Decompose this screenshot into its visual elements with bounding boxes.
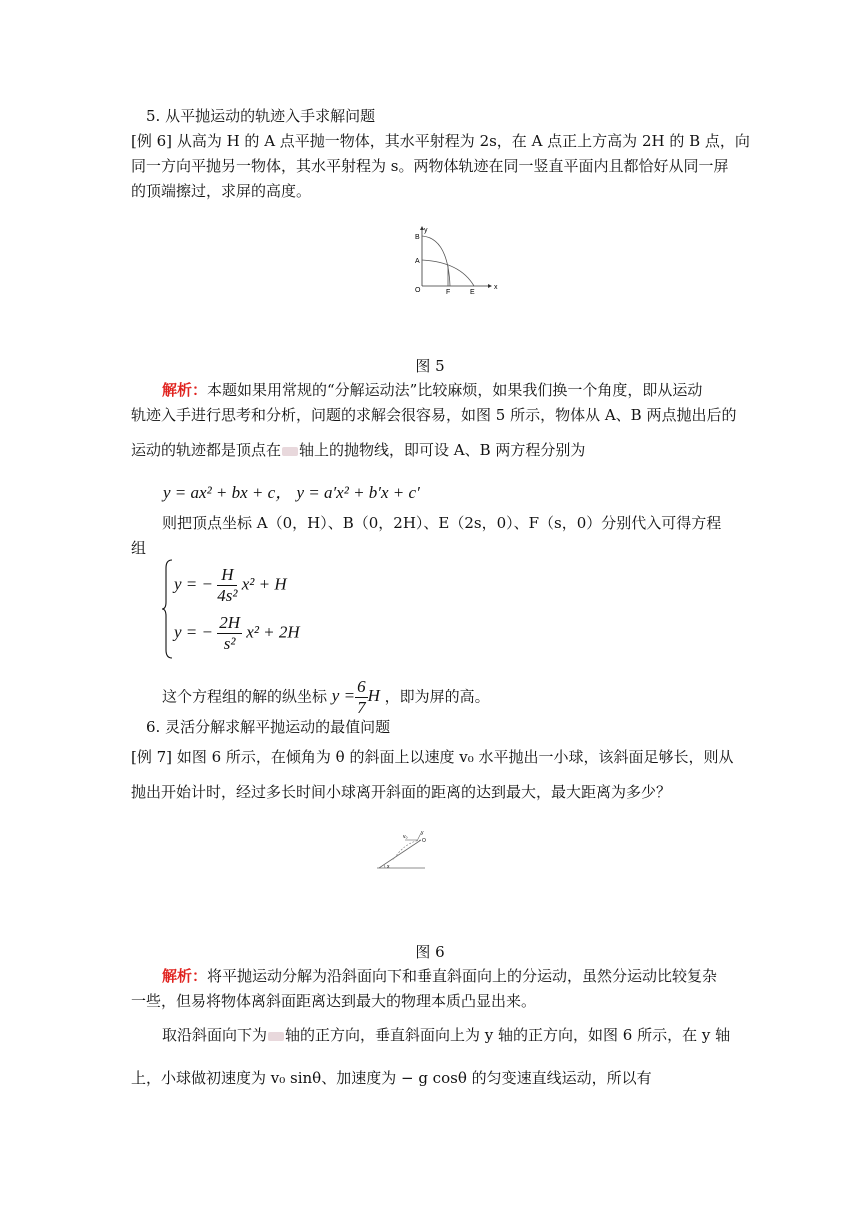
conclusion-text-b: ，即为屏的高。	[384, 687, 490, 706]
analysis-6-label: 解析：	[162, 967, 208, 985]
figure-6-label-x: x	[387, 864, 390, 870]
trajectory-equations: y = ax² + bx + c， y = a′x² + b′x + c′	[163, 483, 420, 502]
figure-5-parabolas	[412, 226, 502, 296]
conclusion-line	[162, 677, 490, 718]
figure-5-caption: 图 5	[415, 357, 445, 375]
system-eq-1-den: 4s²	[217, 586, 238, 605]
system-equation-2	[174, 613, 300, 654]
analysis-6-text-1: 将平抛运动分解为沿斜面向下和垂直斜面向上的分运动，虽然分运动比较复杂	[207, 967, 718, 985]
system-eq-1-rhs: x² + H	[241, 574, 287, 594]
system-eq-1-lhs: y = −	[174, 574, 213, 594]
example-6-label: [例 6]	[131, 132, 173, 150]
analysis-5-text-3a: 运动的轨迹都是顶点在	[131, 441, 282, 459]
conclusion-eq-rhs: H	[367, 686, 380, 706]
axis-text-a: 取沿斜面向下为	[162, 1026, 268, 1044]
conclusion-text-a: 这个方程组的解的纵坐标	[162, 687, 328, 706]
substitute-line-1: 则把顶点坐标 A（0，H）、B（0，2H）、E（2s，0）、F（s，0）分别代入可得方程	[162, 514, 722, 532]
example-7-label: [例 7]	[131, 748, 173, 766]
analysis-5-text-1: 本题如果用常规的“分解运动法”比较麻烦，如果我们换一个角度，即从运动	[207, 381, 703, 399]
figure-6-angle-arc	[384, 865, 385, 868]
example-7-line-2: 抛出开始计时，经过多长时间小球离开斜面的距离的达到最大，最大距离为多少？	[131, 783, 672, 801]
conclusion-den: 7	[357, 698, 366, 717]
analysis-6-line-1	[162, 966, 717, 986]
figure-6-label-y: y	[421, 830, 424, 836]
system-eq-2-den: s²	[223, 634, 236, 653]
figure-6-incline	[375, 828, 431, 872]
motion-description-line: 上，小球做初速度为 v₀ sinθ、加速度为 − g cosθ 的匀变速直线运动，所以有	[131, 1069, 652, 1087]
system-equation-1	[174, 565, 287, 606]
x-symbol-image	[282, 447, 298, 456]
figure-5-label-f: F	[446, 289, 451, 296]
example-6-line-1	[131, 131, 750, 151]
figure-5-label-e: E	[470, 289, 475, 296]
conclusion-fraction	[355, 677, 368, 718]
example-6-line-3: 的顶端擦过，求屏的高度。	[131, 182, 312, 200]
section-6-heading: 6. 灵活分解求解平抛运动的最值问题	[146, 718, 391, 736]
figure-5-label-b: B	[415, 234, 420, 241]
analysis-5-text-3b: 轴上的抛物线，即可设 A、B 两方程分别为	[299, 441, 586, 459]
analysis-5-line-3	[131, 440, 585, 460]
axis-text-b: 轴的正方向，垂直斜面向上为 y 轴的正方向，如图 6 所示，在 y 轴	[285, 1026, 731, 1044]
analysis-5-line-1	[162, 380, 702, 400]
figure-6-slope	[379, 840, 421, 868]
example-6-text-1: 从高为 H 的 A 点平抛一物体，其水平射程为 2s，在 A 点正上方高为 2H 的 B 点，向	[176, 132, 750, 150]
system-eq-2-lhs: y = −	[174, 622, 213, 642]
system-brace	[162, 558, 174, 660]
analysis-5-label: 解析：	[162, 381, 208, 399]
section-5-heading: 5. 从平抛运动的轨迹入手求解问题	[146, 107, 376, 125]
figure-5-x-arrow	[488, 284, 492, 288]
analysis-6-line-2: 一些，但易将物体离斜面距离达到最大的物理本质凸显出来。	[131, 992, 537, 1010]
example-6-line-2: 同一方向平抛另一物体，其水平射程为 s。两物体轨迹在同一竖直平面内且都恰好从同一屏	[131, 157, 729, 175]
figure-5-label-x: x	[494, 284, 498, 291]
substitute-line-2: 组	[131, 539, 147, 557]
figure-6-label-o: O	[422, 838, 426, 844]
system-eq-1-fraction	[217, 565, 237, 606]
axis-definition-line	[162, 1025, 730, 1045]
example-7-line-1	[131, 747, 734, 767]
example-7-text-1: 如图 6 所示，在倾角为 θ 的斜面上以速度 v₀ 水平抛出一小球，该斜面足够长，则从	[176, 748, 734, 766]
system-eq-2-rhs: x² + 2H	[246, 622, 300, 642]
figure-5-label-a: A	[415, 258, 420, 265]
system-eq-2-num: 2H	[219, 613, 241, 632]
system-eq-2-fraction	[217, 613, 242, 654]
analysis-5-line-2: 轨迹入手进行思考和分析，问题的求解会很容易，如图 5 所示，物体从 A、B 两点抛出后的	[131, 406, 737, 424]
figure-6-label-v0: v₀	[403, 834, 408, 840]
conclusion-num: 6	[357, 677, 366, 696]
x-symbol-image-2	[268, 1032, 284, 1041]
system-eq-1-num: H	[217, 565, 237, 586]
figure-6-caption: 图 6	[415, 943, 445, 961]
conclusion-eq-lhs: y =	[331, 686, 356, 706]
figure-5-trajectory-b	[422, 236, 450, 286]
figure-5-label-y: y	[424, 227, 428, 234]
figure-5-label-o: O	[415, 287, 421, 294]
conclusion-equation	[331, 677, 380, 717]
